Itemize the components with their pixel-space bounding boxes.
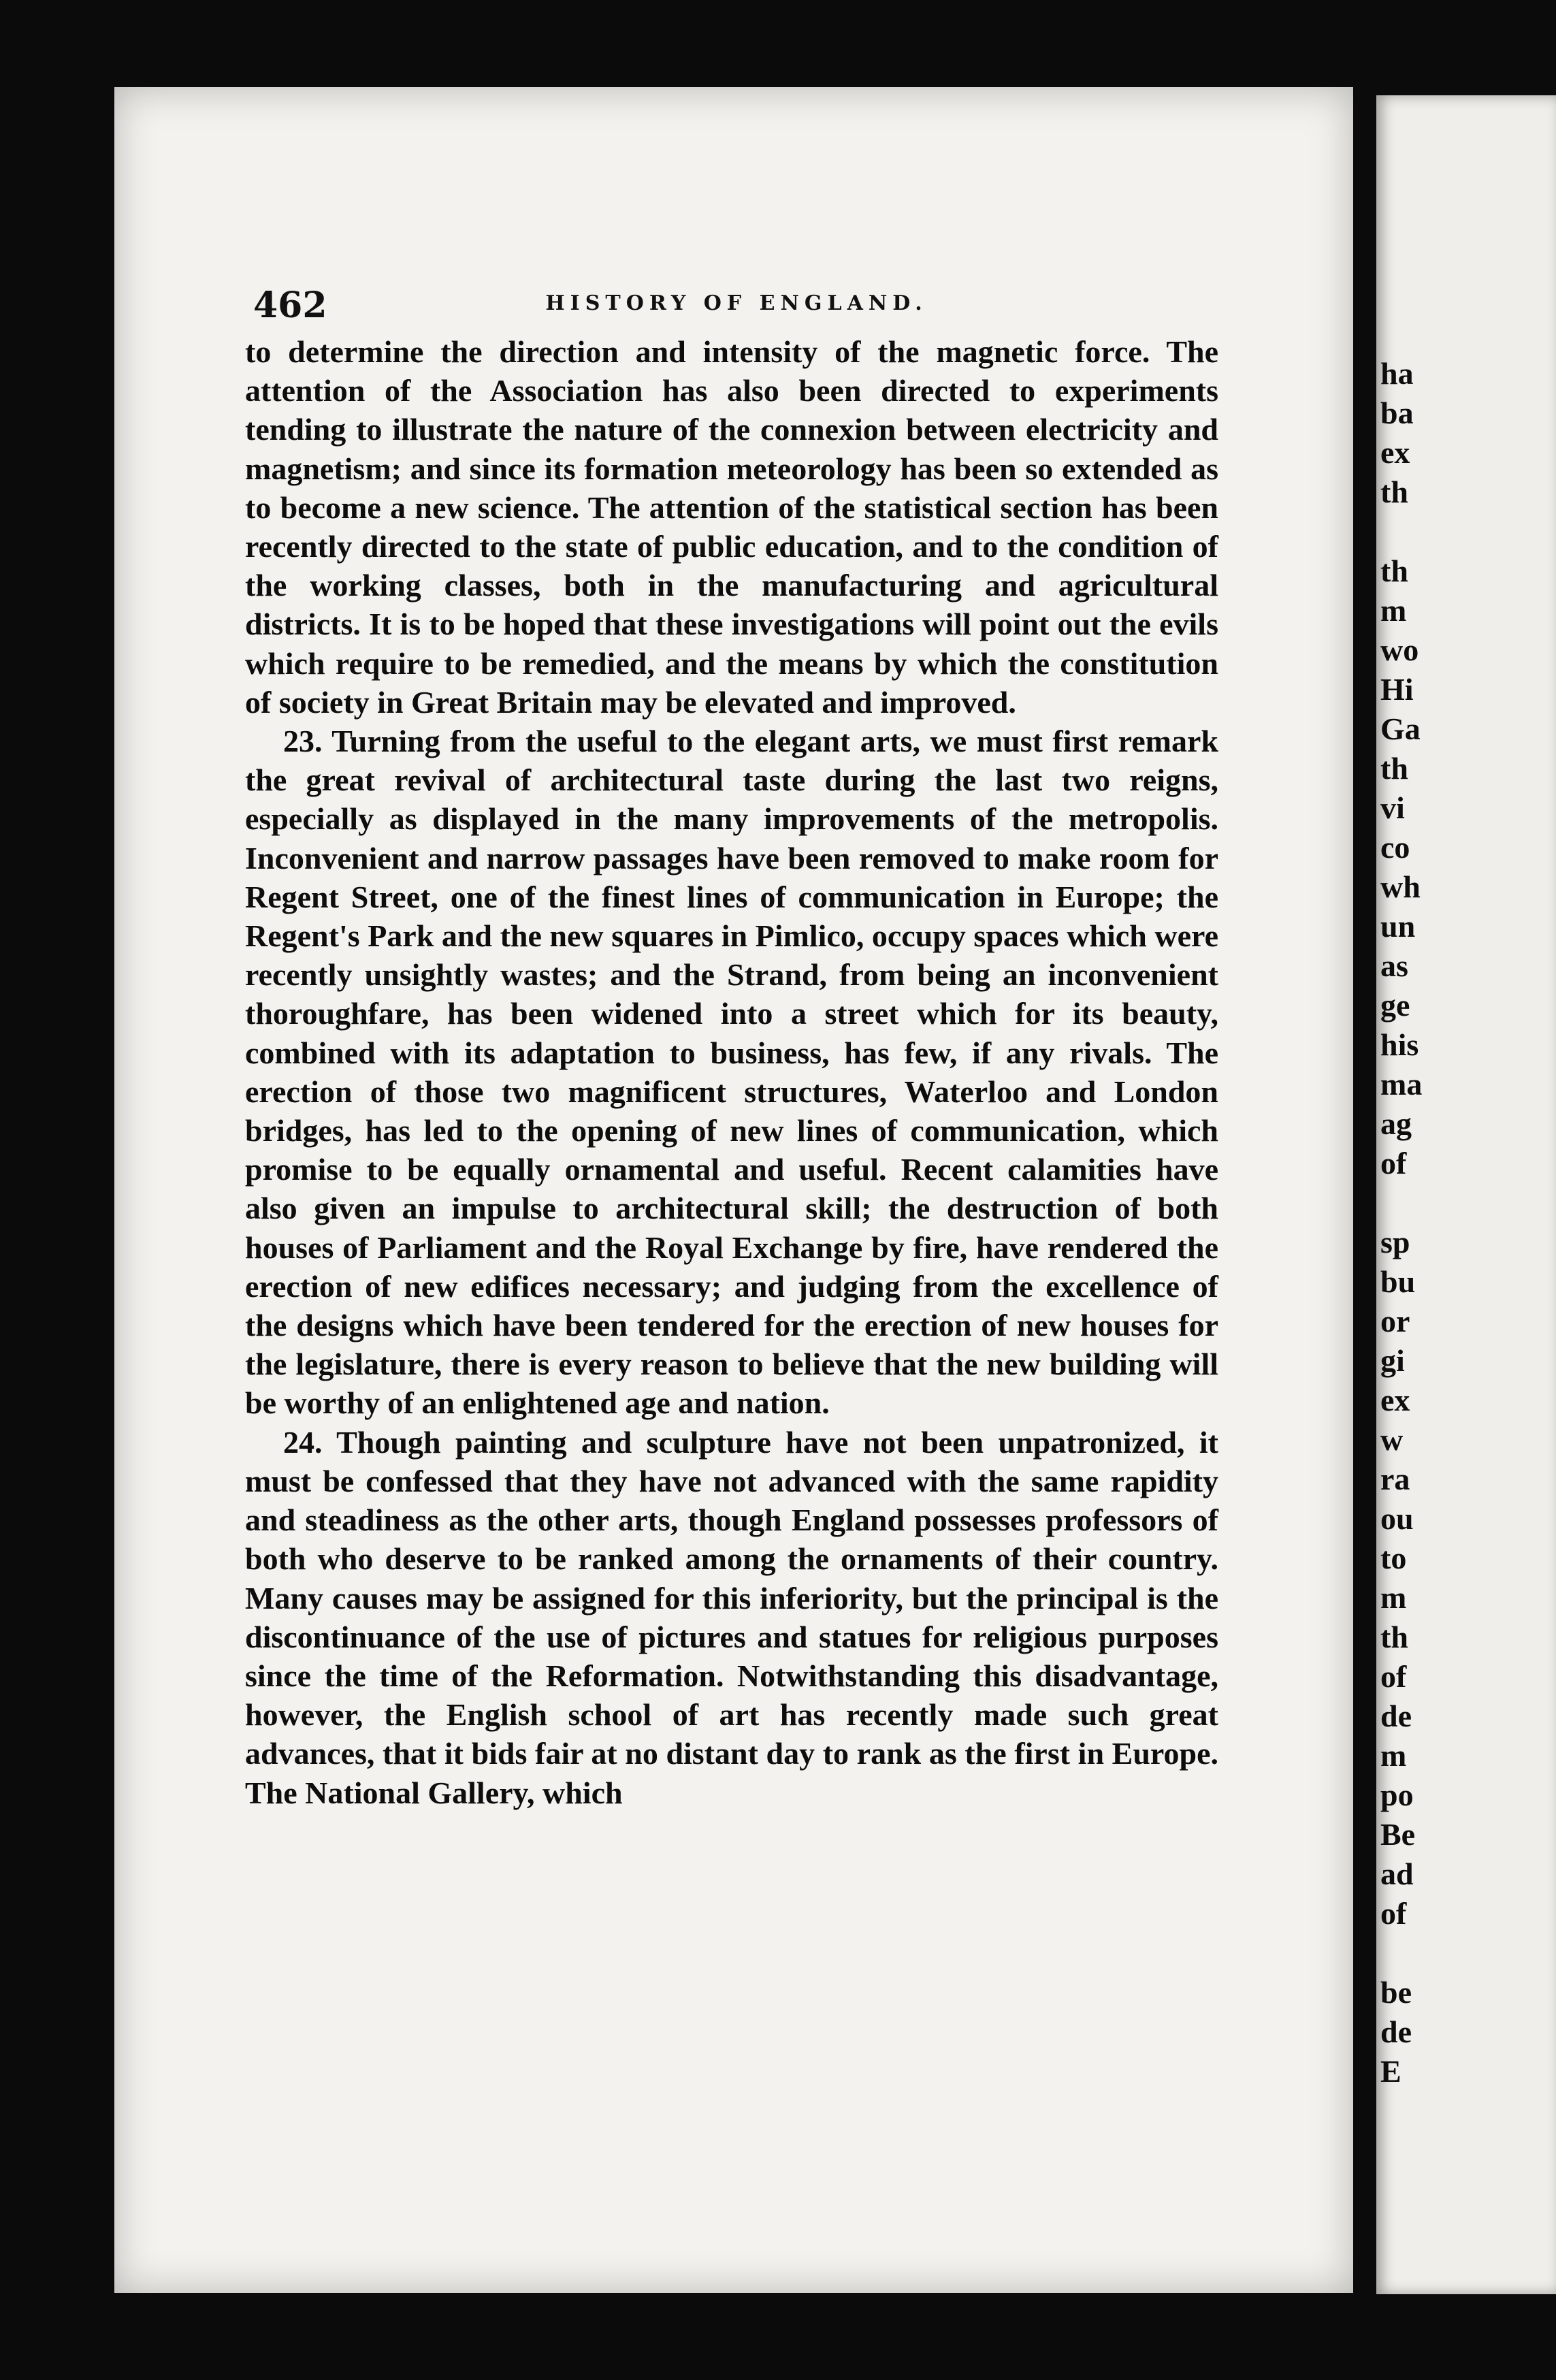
facing-page-fragment: bu <box>1380 1264 1416 1299</box>
facing-page-fragment: ex <box>1380 1383 1410 1417</box>
facing-page-fragment: E <box>1380 2054 1401 2089</box>
facing-page-fragment: Be <box>1380 1817 1416 1852</box>
facing-page-fragment: ma <box>1380 1067 1423 1101</box>
facing-page-fragment: to <box>1380 1541 1407 1575</box>
facing-page-fragment: Ga <box>1380 711 1421 746</box>
facing-page-fragment: wo <box>1380 632 1419 667</box>
facing-page-fragment: of <box>1380 1896 1407 1931</box>
facing-page-fragment: w <box>1380 1422 1404 1457</box>
facing-page-fragment: de <box>1380 2014 1412 2049</box>
facing-page-fragment: of <box>1380 1659 1407 1694</box>
facing-page-fragment: sp <box>1380 1225 1410 1259</box>
facing-page-fragment: ag <box>1380 1106 1412 1141</box>
facing-page-fragment: th <box>1380 553 1408 588</box>
facing-page-fragment: th <box>1380 751 1408 786</box>
facing-page-edge <box>1376 95 1556 2294</box>
facing-page-fragment: m <box>1380 1580 1407 1615</box>
facing-page-fragment: Hi <box>1380 672 1414 707</box>
facing-page-fragment: wh <box>1380 869 1421 904</box>
body-text <box>245 332 1218 1812</box>
facing-page-fragment: of <box>1380 1146 1407 1180</box>
facing-page-fragment: ra <box>1380 1462 1410 1496</box>
facing-page-fragment: ou <box>1380 1501 1414 1536</box>
facing-page-fragment: po <box>1380 1778 1414 1812</box>
page-number: 462 <box>253 285 327 326</box>
facing-page-fragment: ad <box>1380 1856 1414 1891</box>
facing-page-fragment: ba <box>1380 396 1414 430</box>
facing-page-fragment: m <box>1380 1738 1407 1773</box>
page-header <box>253 278 1220 336</box>
facing-page-fragment: be <box>1380 1975 1412 2010</box>
facing-page-fragment: as <box>1380 948 1408 983</box>
facing-page-fragment: th <box>1380 475 1408 509</box>
facing-page-fragment: m <box>1380 593 1407 628</box>
paragraph: to determine the direction and intensity of the magnetic force. The attention of the Association has also been directed to experiments tending to illustrate the nature of the connexion between electricity and magnetism; and since its formation meteorology has been so extended as to become a new science. The attention of the statistical section has been recently directed to the state of public education, and to the condition of the working classes, both in the manufacturing and agricultural districts. It is to be hoped that these investigations will point out the evils which require to be remedied, and the means by which the constitution of society in Great Britain may be elevated and improved. <box>245 334 1218 720</box>
facing-page-fragment: or <box>1380 1304 1410 1338</box>
paragraph: 23. Turning from the useful to the elegant arts, we must first remark the great revival of architectural taste during the last two reigns, especially as displayed in the many improvements of the metropolis. Inconvenient and narrow passages have been removed to make room for Regent Street, one of the finest lines of communication in Europe; the Regent's Park and the new squares in Pimlico, occupy spaces which were recently unsightly wastes; and the Strand, from being an inconvenient thoroughfare, has been widened into a street which for its beauty, combined with its adaptation to business, has few, if any rivals. The erection of those two magnificent structures, Waterloo and London bridges, has led to the opening of new lines of communication, which promise to be equally ornamental and useful. Recent calamities have also given an impulse to architectural skill; the destruction of both houses of Parliament and the Royal Exchange by fire, have rendered the erection of new edifices necessary; and judging from the excellence of the designs which have been tendered for the erection of new houses for the legislature, there is every reason to believe that the new building will be worthy of an enlightened age and nation. <box>245 724 1218 1421</box>
facing-page-fragment: de <box>1380 1699 1412 1733</box>
facing-page-fragment: gi <box>1380 1343 1405 1378</box>
facing-page-fragment: ge <box>1380 988 1410 1023</box>
facing-page-fragment: th <box>1380 1620 1408 1654</box>
running-head: HISTORY OF ENGLAND. <box>545 291 928 315</box>
facing-page-fragment: co <box>1380 830 1410 865</box>
facing-page-fragment: ex <box>1380 435 1410 470</box>
facing-page-fragment: his <box>1380 1027 1419 1062</box>
facing-page-fragment: vi <box>1380 790 1405 825</box>
facing-page-fragment: un <box>1380 909 1416 944</box>
facing-page-fragment: ha <box>1380 356 1414 391</box>
paragraph: 24. Though painting and sculpture have not been unpatronized, it must be confessed that they have not advanced with the same rapidity and steadiness as the other arts, though England possesses professors of both who deserve to be ranked among the ornaments of their country. Many causes may be assigned for this inferiority, but the principal is the discontinuance of the use of pictures and statues for religious purposes since the time of the Reformation. Notwithstanding this disadvantage, however, the English school of art has recently made such great advances, that it bids fair at no distant day to rank as the first in Europe. The National Gallery, which <box>245 1424 1218 1810</box>
